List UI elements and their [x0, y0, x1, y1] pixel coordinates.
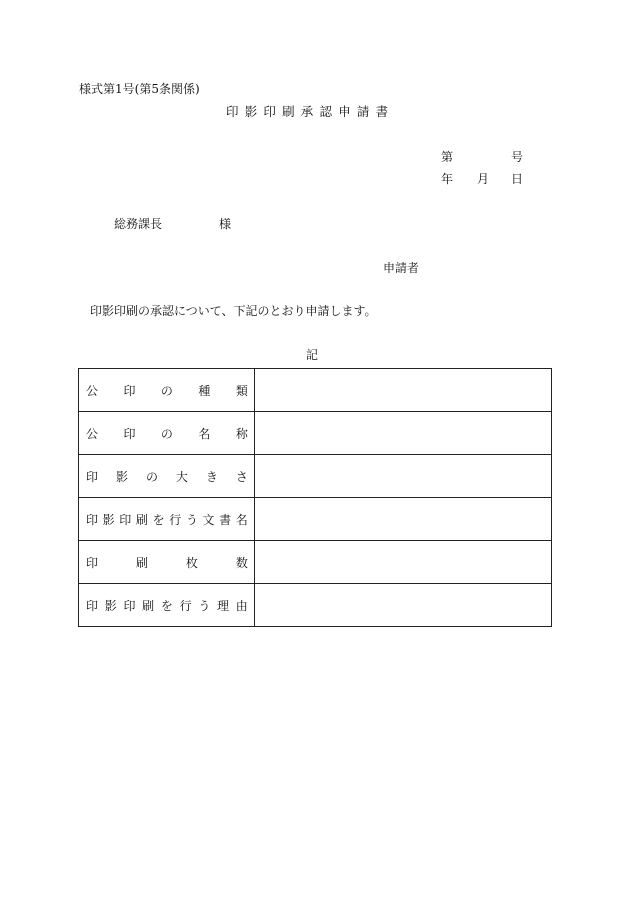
number-prefix: 第 [441, 150, 454, 164]
table-row [79, 412, 552, 455]
row-label-cell [79, 541, 255, 584]
date-month: 月 [477, 172, 490, 186]
table-row [79, 541, 552, 584]
document-title: 印影印刷承認申請書 [226, 104, 395, 119]
table-row [79, 455, 552, 498]
statement-text: 印影印刷の承認について、下記のとおり申請します。 [90, 304, 377, 318]
row-label: 印 影 の 大 き さ [86, 469, 248, 484]
table-row [79, 369, 552, 412]
row-value-field[interactable] [254, 498, 551, 541]
date-year: 年 [441, 172, 454, 186]
applicant-label: 申請者 [383, 261, 420, 275]
row-label: 印 刷 枚 数 [86, 555, 248, 570]
table-row [79, 498, 552, 541]
row-label: 公 印 の 名 称 [86, 426, 248, 441]
row-label-cell [79, 584, 255, 627]
number-suffix: 号 [511, 150, 524, 164]
row-label-cell [79, 412, 255, 455]
row-label-cell [79, 369, 255, 412]
row-value-field[interactable] [254, 455, 551, 498]
ki-heading: 記 [306, 348, 319, 362]
addressee-honorific: 様 [219, 217, 232, 231]
row-value-field[interactable] [254, 541, 551, 584]
row-value-field[interactable] [254, 369, 551, 412]
addressee-name: 総務課長 [114, 217, 163, 231]
form-number: 様式第1号(第5条関係) [79, 82, 200, 96]
row-label: 印 影 印 刷 を 行 う 理 由 [86, 598, 248, 613]
row-label-cell [79, 498, 255, 541]
row-label: 公 印 の 種 類 [86, 383, 248, 398]
row-label-cell [79, 455, 255, 498]
row-label: 印 影 印 刷 を 行 う 文 書 名 [86, 512, 248, 527]
row-value-field[interactable] [254, 412, 551, 455]
application-table [78, 368, 552, 627]
date-day: 日 [511, 172, 524, 186]
table-row [79, 584, 552, 627]
row-value-field[interactable] [254, 584, 551, 627]
